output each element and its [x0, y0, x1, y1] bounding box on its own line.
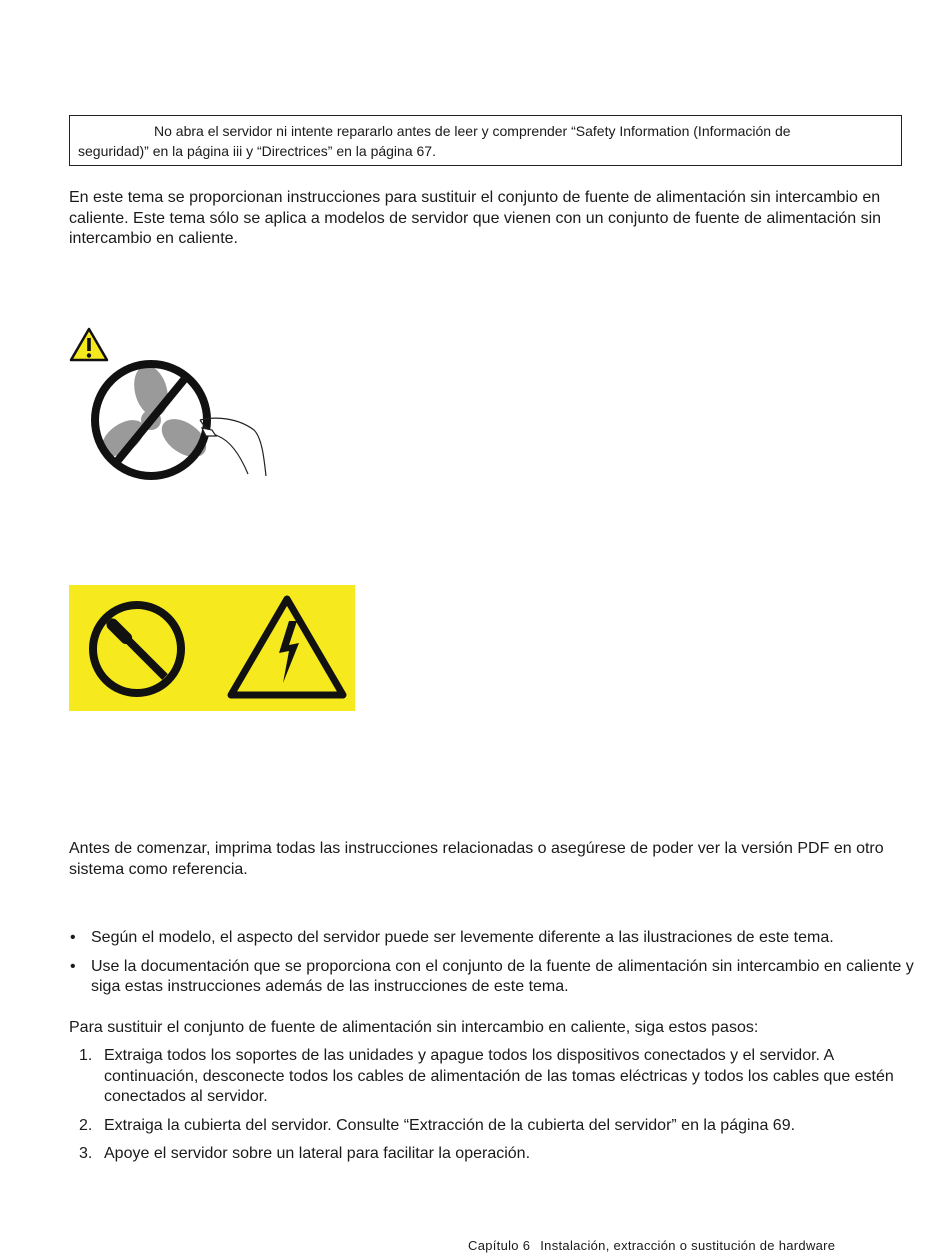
- footer-title: Instalación, extracción o sustitución de hardware: [540, 1238, 836, 1253]
- notes-list: [69, 928, 919, 1006]
- steps-list: [69, 1046, 919, 1173]
- steps-intro: Para sustituir el conjunto de fuente de alimentación sin intercambio en caliente, siga estos pasos:: [69, 1019, 759, 1036]
- hazard-label: [69, 585, 355, 711]
- safety-notice-box: [69, 115, 902, 166]
- step-item: 1. Extraiga todos los soportes de las unidades y apague todos los dispositivos conectados y el servidor. A continuación, desconecte todos los cables de alimentación de las tomas eléctricas y todos los cables que estén conectados al servidor.: [79, 1047, 894, 1105]
- no-screwdriver-icon: [87, 599, 187, 699]
- high-voltage-icon: [227, 595, 347, 701]
- before-start-paragraph: Antes de comenzar, imprima todas las instrucciones relacionadas o asegúrese de poder ver la versión PDF en otro sistema como referencia.: [69, 840, 884, 878]
- step-item: 2. Extraiga la cubierta del servidor. Consulte “Extracción de la cubierta del servidor” en la página 69.: [79, 1116, 796, 1134]
- no-touch-fan-icon: [88, 358, 273, 483]
- list-item: • Use la documentación que se proporciona con el conjunto de la fuente de alimentación sin intercambio en caliente y siga estas instrucciones además de las instrucciones de este tema.: [70, 957, 914, 995]
- step-item: 3. Apoye el servidor sobre un lateral para facilitar la operación.: [79, 1145, 531, 1162]
- notice-line-1: No abra el servidor ni intente repararlo antes de leer y comprender “Safety Information (Información de: [154, 123, 791, 139]
- intro-paragraph: En este tema se proporcionan instrucciones para sustituir el conjunto de fuente de alimentación sin intercambio en caliente. Este tema sólo se aplica a modelos de servidor que vienen con un conjunto de fuente de alimentación sin intercambio en caliente.: [69, 189, 882, 247]
- page-footer: [468, 1238, 835, 1253]
- notice-line-2: seguridad)” en la página iii y “Directrices” en la página 67.: [78, 143, 436, 159]
- footer-chapter: Capítulo 6: [468, 1238, 531, 1253]
- list-item: • Según el modelo, el aspecto del servidor puede ser levemente diferente a las ilustraciones de este tema.: [70, 929, 834, 946]
